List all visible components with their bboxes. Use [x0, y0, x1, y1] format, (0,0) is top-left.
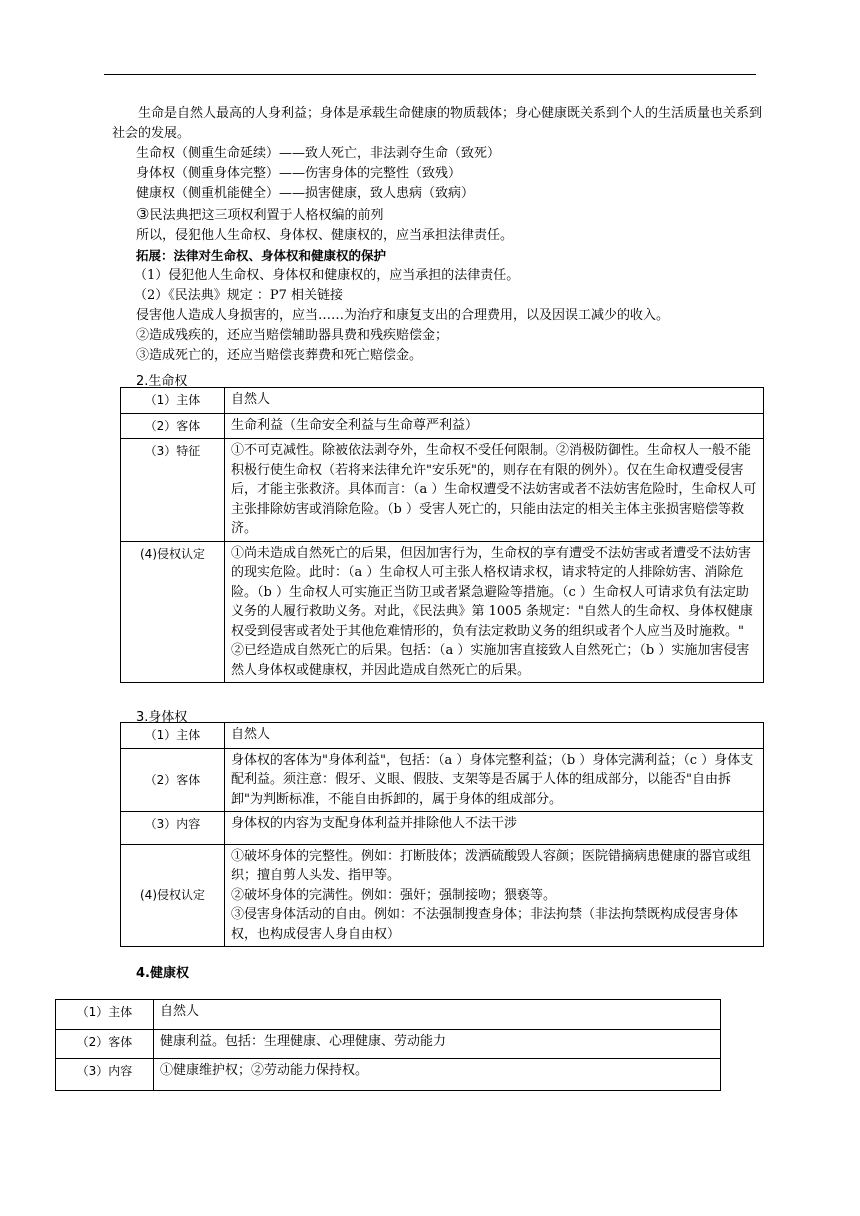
- row-content: 身体权的内容为支配身体利益并排除他人不法干涉: [225, 812, 764, 845]
- table-row: [121, 541, 764, 683]
- extension-line: （2）《民法典》规定 ：P7 相关链接: [134, 288, 344, 303]
- section-title-body-right: 3.身体权: [136, 710, 188, 725]
- row-content: ①破坏身体的完整性。例如：打断肢体；泼洒硫酸毁人容颜；医院错摘病患健康的器官或组织；擅自剪人头发、指甲等。 ②破坏身体的完满性。例如：强奸；强制接吻；猥亵等。 ③侵害身体活动的自由。例如：不法强制搜查身体；非法拘禁（非法拘禁既构成侵害身体权，也构成侵害人身自由权）: [225, 844, 764, 947]
- header-rule: [104, 74, 756, 75]
- table-row: [121, 388, 764, 414]
- row-content: 身体权的客体为"身体利益"，包括：（a ）身体完整利益；（b ）身体完满利益；（c ）身体支配利益。须注意：假牙、义眼、假肢、支架等是否属于人体的组成部分，以能否"自由拆卸"为判断标准，不能自由拆卸的，属于身体的组成部分。: [225, 748, 764, 812]
- life-right-table: [120, 387, 764, 683]
- health-right-table: [55, 999, 721, 1091]
- row-content: 自然人: [225, 388, 764, 414]
- row-label: (4)侵权认定: [121, 844, 225, 947]
- table-row: [121, 812, 764, 845]
- extension-title: 拓展：法律对生命权、身体权和健康权的保护: [136, 248, 387, 263]
- table-row: [56, 1059, 721, 1091]
- table-row: [121, 439, 764, 542]
- intro-line: 生命权（侧重生命延续）——致人死亡，非法剥夺生命（致死）: [136, 146, 501, 161]
- row-label: （3）特征: [121, 439, 225, 542]
- intro-line: 健康权（侧重机能健全）——损害健康，致人患病（致病）: [136, 186, 475, 201]
- row-label: （1）主体: [121, 388, 225, 414]
- extension-line: （1）侵犯他人生命权、身体权和健康权的，应当承担的法律责任。: [134, 268, 520, 283]
- table-row: [121, 723, 764, 749]
- extension-line: ②造成残疾的，还应当赔偿辅助器具费和残疾赔偿金；: [136, 328, 449, 343]
- section-title-life-right: 2.生命权: [136, 374, 188, 389]
- row-label: （1）主体: [56, 1000, 154, 1030]
- extension-line: ③造成死亡的，还应当赔偿丧葬费和死亡赔偿金。: [136, 348, 423, 363]
- circled-number: ③: [136, 205, 150, 223]
- row-label: （2）客体: [121, 748, 225, 812]
- row-label: （1）主体: [121, 723, 225, 749]
- extension-line: 侵害他人造成人身损害的，应当……为治疗和康复支出的合理费用，以及因误工减少的收入。: [136, 308, 670, 323]
- row-content: ①尚未造成自然死亡的后果，但因加害行为，生命权的享有遭受不法妨害或者遭受不法妨害的现实危险。此时：（a ）生命权人可主张人格权请求权，请求特定的人排除妨害、消除危险。（b ）生命权人可实施正当防卫或者紧急避险等措施。（c ）生命权人可请求负有法定助义务的人履行救助义务。对此，《民法典》第 1005 条规定："自然人的生命权、身体权健康权受到侵害或者处于其他危难情形的，负有法定救助义务的组织或者个人应当及时施救。" ②已经造成自然死亡的后果。包括：（a ）实施加害直接致人自然死亡；（b ）实施加害侵害然人身体权或健康权，并因此造成自然死亡的后果。: [225, 541, 764, 683]
- table-row: [56, 1029, 721, 1059]
- table-row: [121, 413, 764, 439]
- row-content: ①不可克减性。除被依法剥夺外，生命权不受任何限制。②消极防御性。生命权人一般不能积极行使生命权（若将来法律允许"安乐死"的，则存在有限的例外）。仅在生命权遭受侵害后，才能主张救济。具体而言：（a ）生命权遭受不法妨害或者不法妨害危险时，生命权人可主张排除妨害或消除危险。（b ）受害人死亡的，只能由法定的相关主体主张损害赔偿等救济。: [225, 439, 764, 542]
- row-content: 自然人: [225, 723, 764, 749]
- intro-line: 所以，侵犯他人生命权、身体权、健康权的，应当承担法律责任。: [136, 228, 514, 243]
- row-content: 生命利益（生命安全利益与生命尊严利益）: [225, 413, 764, 439]
- intro-line: ③民法典把这三项权利置于人格权编的前列: [136, 205, 384, 223]
- intro-section: [112, 104, 762, 366]
- row-label: （2）客体: [56, 1029, 154, 1059]
- table-row: [56, 1000, 721, 1030]
- intro-paragraph: 生命是自然人最高的人身利益；身体是承载生命健康的物质载体；身心健康既关系到个人的生活质量也关系到社会的发展。: [112, 106, 763, 141]
- row-content: 自然人: [154, 1000, 721, 1030]
- table-row: [121, 748, 764, 812]
- row-content: 健康利益。包括：生理健康、心理健康、劳动能力: [154, 1029, 721, 1059]
- row-label: （3）内容: [121, 812, 225, 845]
- row-label: （3）内容: [56, 1059, 154, 1091]
- row-label: (4)侵权认定: [121, 541, 225, 683]
- intro-line: 身体权（侧重身体完整）——伤害身体的完整性（致残）: [136, 166, 462, 181]
- row-content: ①健康维护权；②劳动能力保持权。: [154, 1059, 721, 1091]
- section-title-health-right: 4.健康权: [136, 966, 189, 981]
- table-row: [121, 844, 764, 947]
- row-label: （2）客体: [121, 413, 225, 439]
- body-right-table: [120, 722, 764, 947]
